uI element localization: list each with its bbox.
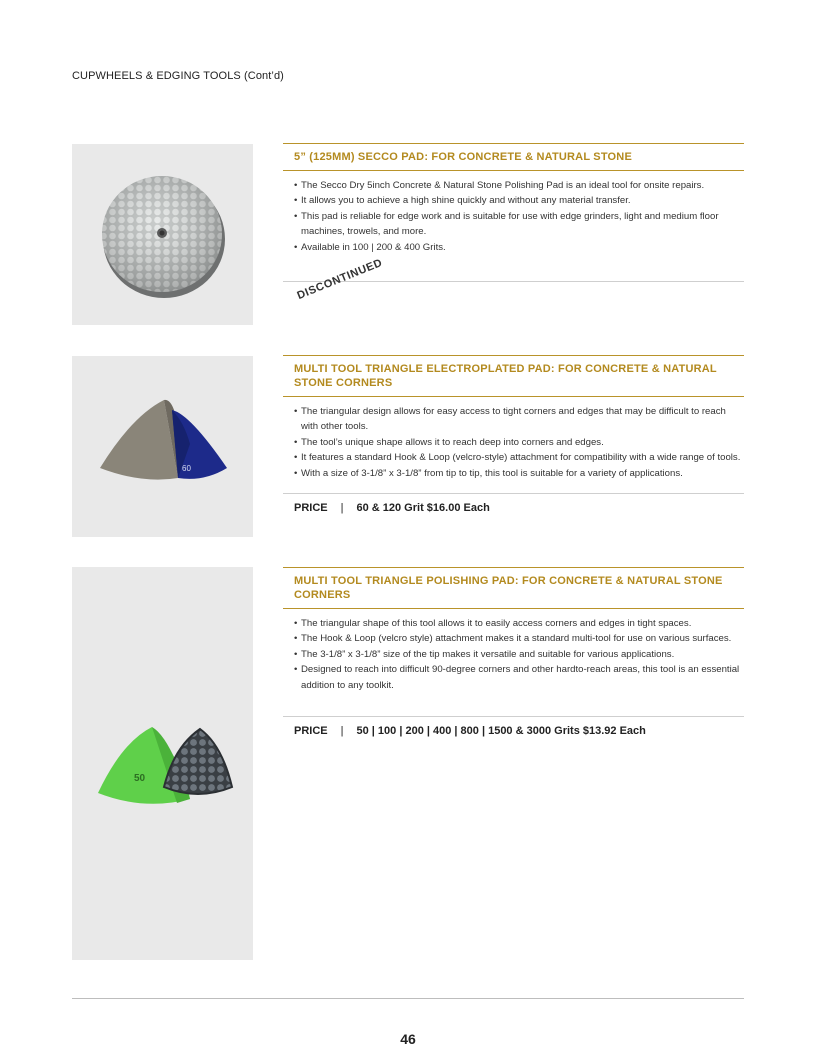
electroplated-triangle-illustration	[72, 356, 253, 537]
feature-item: • Designed to reach into difficult 90-degree corners and other hardto-reach areas, this tool is an essential addition to any toolkit.	[294, 662, 744, 693]
price-line	[283, 717, 744, 737]
secco-pad-image	[72, 144, 253, 325]
divider	[283, 281, 744, 282]
price-value: 50 | 100 | 200 | 400 | 800 | 1500 & 3000 Grits $13.92 Each	[356, 725, 646, 738]
page-number: 46	[400, 1031, 416, 1047]
price-label: PRICE	[294, 725, 328, 738]
feature-list	[283, 171, 744, 255]
pad-grit-label: 60	[182, 464, 191, 473]
feature-item: • The triangular design allows for easy access to tight corners and edges that may be difficult to reach with other tools.	[294, 404, 744, 435]
feature-list	[283, 397, 744, 481]
price-separator: |	[340, 502, 344, 515]
feature-list	[283, 609, 744, 693]
product-title: MULTI TOOL TRIANGLE ELECTROPLATED PAD: FOR CONCRETE & NATURAL STONE CORNERS	[283, 355, 744, 397]
feature-item: • This pad is reliable for edge work and is suitable for use with edge grinders, light and medium floor machines, trowels, and more.	[294, 209, 744, 240]
feature-item: • The Secco Dry 5inch Concrete & Natural Stone Polishing Pad is an ideal tool for onsite repairs.	[294, 178, 744, 193]
product-title: MULTI TOOL TRIANGLE POLISHING PAD: FOR CONCRETE & NATURAL STONE CORNERS	[283, 567, 744, 609]
price-line	[283, 494, 744, 514]
product-electroplated-triangle	[283, 355, 744, 514]
feature-item: • The triangular shape of this tool allows it to easily access corners and edges in tight spaces.	[294, 616, 744, 631]
product-secco-pad	[283, 143, 744, 282]
feature-item: • It allows you to achieve a high shine quickly and without any material transfer.	[294, 193, 744, 208]
polishing-triangle-illustration	[72, 567, 253, 960]
section-header: CUPWHEELS & EDGING TOOLS (Cont’d)	[72, 70, 284, 82]
feature-item: • The tool’s unique shape allows it to reach deep into corners and edges.	[294, 435, 744, 450]
polishing-triangle-image	[72, 567, 253, 960]
electroplated-triangle-image	[72, 356, 253, 537]
price-separator: |	[340, 725, 344, 738]
feature-item: • The 3-1/8” x 3-1/8” size of the tip makes it versatile and suitable for various applications.	[294, 647, 744, 662]
discontinued-stamp: DISCONTINUED	[295, 256, 385, 302]
secco-pad-illustration	[72, 144, 253, 325]
product-polishing-triangle	[283, 567, 744, 737]
price-label: PRICE	[294, 502, 328, 515]
footer-rule	[72, 998, 744, 999]
feature-item: • With a size of 3-1/8” x 3-1/8” from tip to tip, this tool is suitable for a variety of applications.	[294, 466, 744, 481]
feature-item: • It features a standard Hook & Loop (velcro-style) attachment for compatibility with a wide range of tools.	[294, 450, 744, 465]
feature-item: • Available in 100 | 200 & 400 Grits.	[294, 240, 744, 255]
price-value: 60 & 120 Grit $16.00 Each	[356, 502, 490, 515]
product-title: 5” (125MM) SECCO PAD: FOR CONCRETE & NATURAL STONE	[283, 143, 744, 171]
pad-grit-label: 50	[134, 773, 146, 784]
feature-item: • The Hook & Loop (velcro style) attachment makes it a standard multi-tool for use on various surfaces.	[294, 631, 744, 646]
